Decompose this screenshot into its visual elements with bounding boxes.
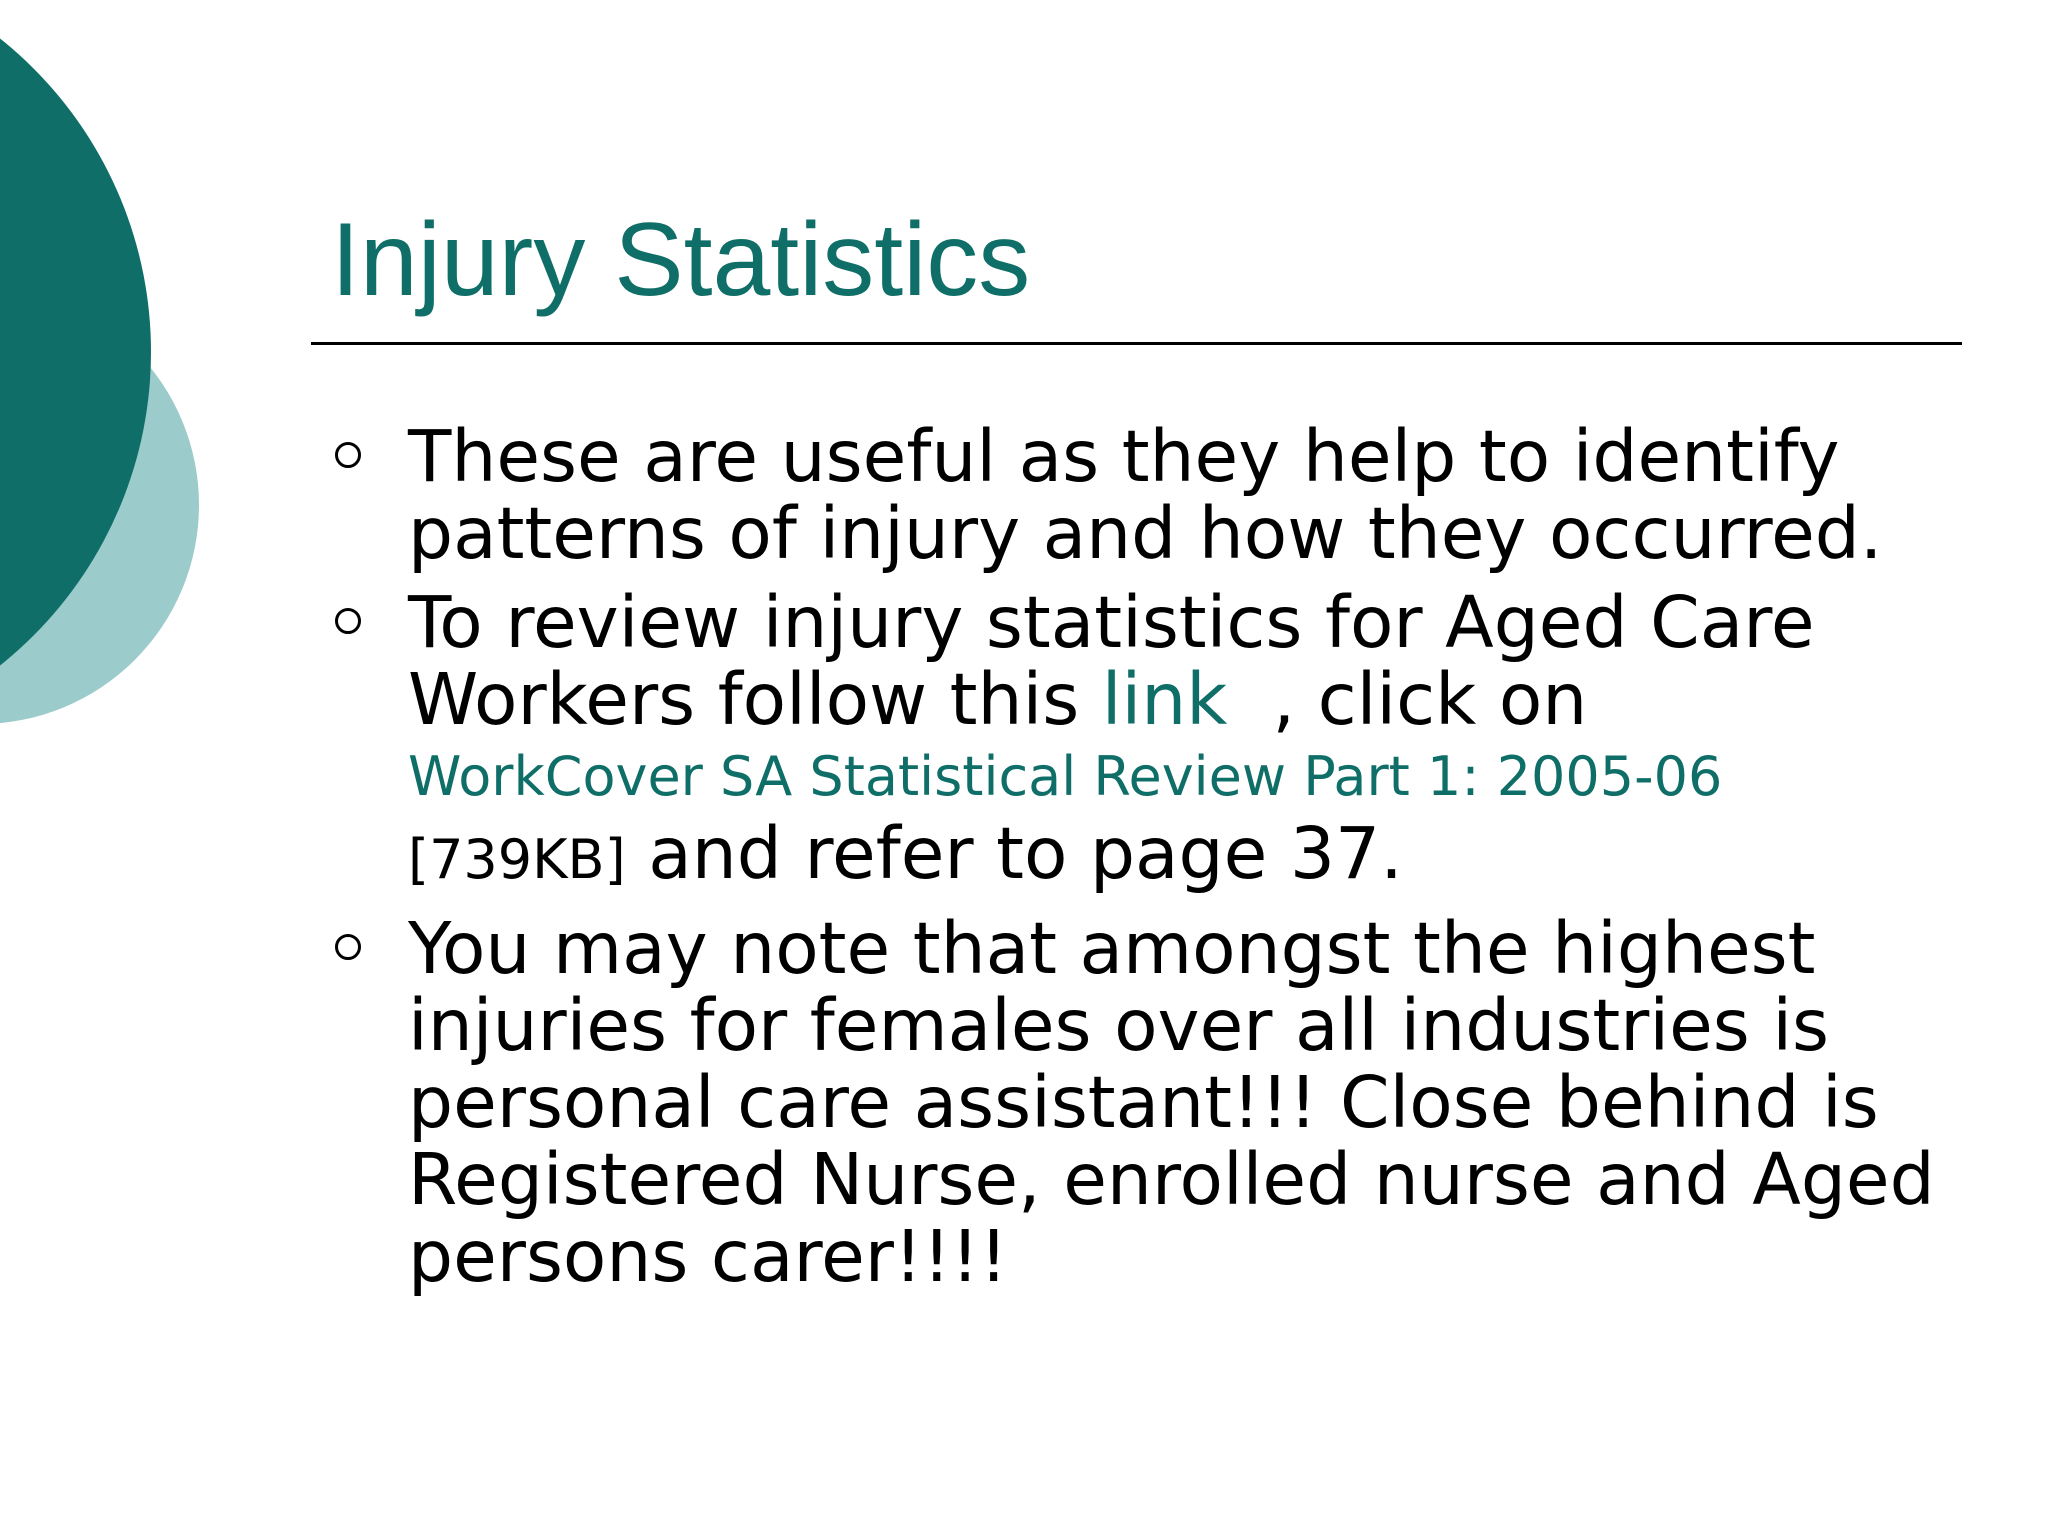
- statistical-review-document-link[interactable]: WorkCover SA Statistical Review Part 1: 2005-06: [408, 745, 1723, 808]
- bullet-list: [408, 415, 1948, 1307]
- hollow-circle-bullet-icon: [335, 442, 361, 468]
- bullet-item-usefulness: [408, 415, 1948, 575]
- bullet-item-highest-injuries: [408, 907, 1948, 1298]
- bullet-text-end: and refer to page 37.: [625, 812, 1403, 895]
- file-size-label: [739KB]: [408, 828, 626, 891]
- hollow-circle-bullet-icon: [335, 608, 361, 634]
- decorative-circles: [0, 0, 220, 820]
- bullet-text-after-link: , click on: [1227, 658, 1588, 741]
- statistics-link[interactable]: link: [1101, 658, 1228, 741]
- bullet-text: These are useful as they help to identify patterns of injury and how they occurred.: [408, 415, 1883, 575]
- bullet-text-before-link: To review injury statistics for Aged Care Workers follow this: [408, 581, 1815, 741]
- bullet-text: You may note that amongst the highest injuries for females over all industries is personal care assistant!!! Close behind is Registered Nurse, enrolled nurse and Aged persons carer!!!!: [408, 907, 1935, 1298]
- slide-title: Injury Statistics: [331, 202, 1031, 318]
- hollow-circle-bullet-icon: [335, 934, 361, 960]
- bullet-item-review-statistics: [408, 581, 1948, 898]
- title-divider: [311, 342, 1962, 345]
